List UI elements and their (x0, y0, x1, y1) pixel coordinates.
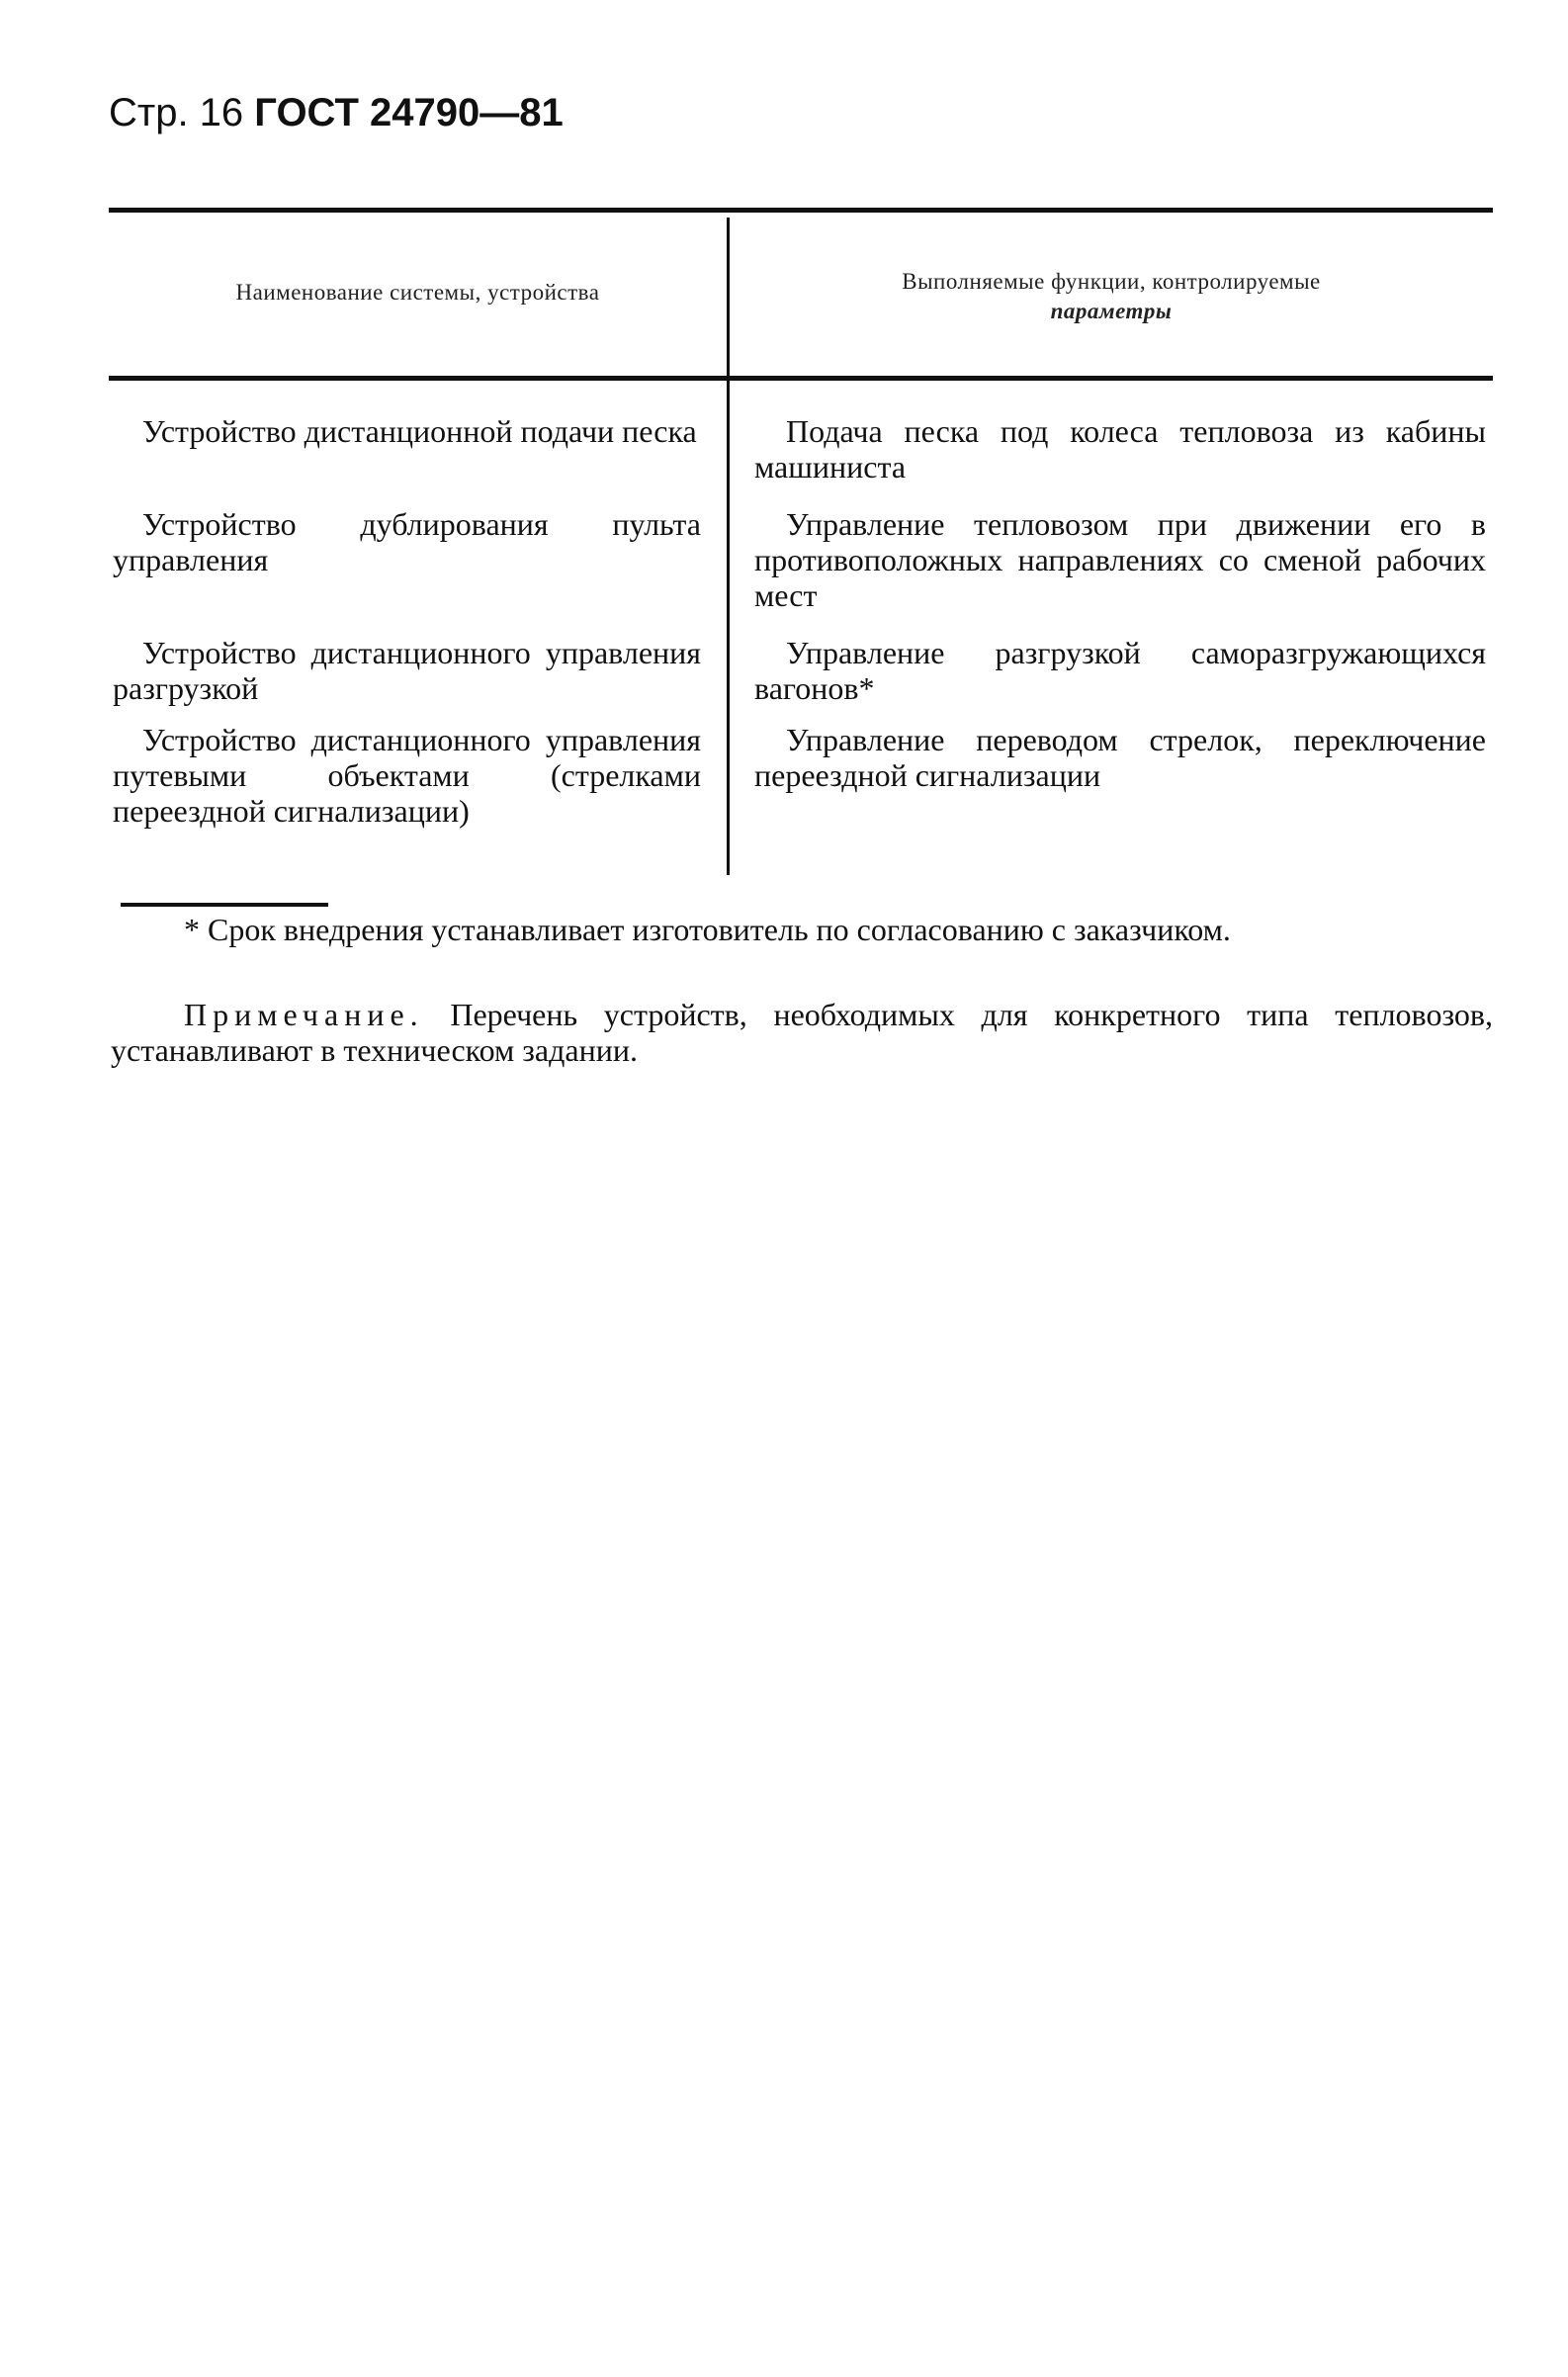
column-header-function-line2: параметры (1050, 299, 1173, 323)
column-header-system: Наименование системы, устройства (235, 280, 600, 305)
table-cell-function-4: Управление переводом стрелок, переключение переездной сигнализации (754, 722, 1486, 793)
footnote: * Срок внедрения устанавливает изготовитель по согласованию с заказчиком. (184, 912, 1231, 947)
table-cell-system-2: Устройство дублирования пульта управления (113, 506, 701, 577)
page-header (109, 91, 564, 135)
table-cell-function-2: Управление тепловозом при движении его в противоположных направлениях со сменой рабочих мест (754, 506, 1486, 613)
footnote-rule (121, 903, 328, 907)
note-text: Перечень устройств, необходимых для конкретного типа тепловозов, устанавливают в техническом задании. (111, 997, 1494, 1068)
table-cell-system-3: Устройство дистанционного управления разгрузкой (113, 635, 701, 706)
column-header-function-line1: Выполняемые функции, контролируемые (902, 269, 1321, 294)
table-cell-function-3: Управление разгрузкой саморазгружающихся вагонов* (754, 635, 1486, 706)
table-cell-function-1: Подача песка под колеса тепловоза из кабины машиниста (754, 413, 1486, 484)
table-top-rule (109, 208, 1493, 213)
standard-number: ГОСТ 24790—81 (254, 91, 564, 134)
table-cell-system-1: Устройство дистанционной подачи песка (142, 413, 697, 449)
systems-table (109, 208, 1493, 875)
page-number: Стр. 16 (109, 91, 244, 134)
note-label: Примечание. (184, 997, 424, 1032)
column-header-function (730, 267, 1493, 326)
table-header-rule (109, 376, 1493, 381)
note-paragraph (111, 997, 1493, 1068)
table-cell-system-4: Устройство дистанционного управления путевыми объектами (стрелками переездной сигнализации) (113, 722, 701, 829)
